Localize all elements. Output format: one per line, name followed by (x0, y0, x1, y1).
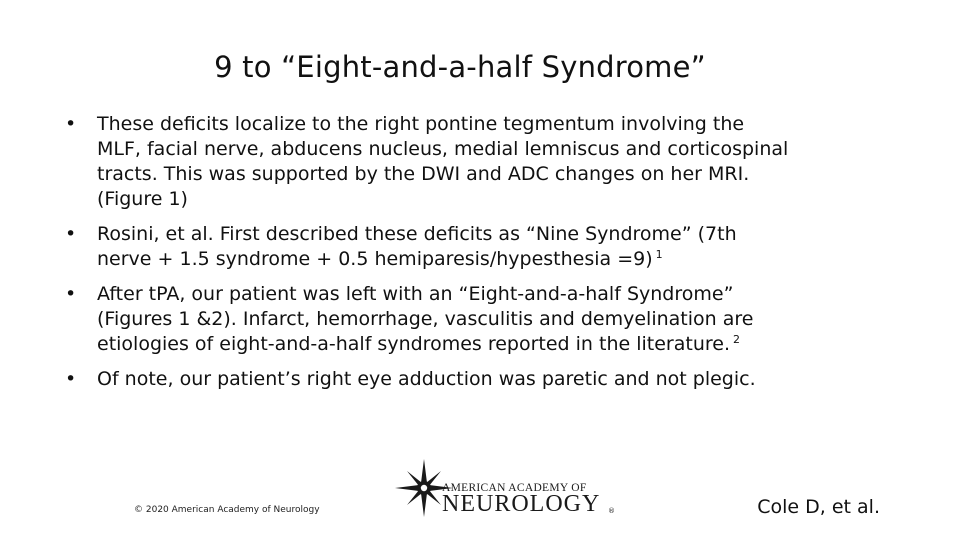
bullet-item (62, 112, 792, 212)
bullet-item (62, 367, 792, 392)
registered-mark: ® (608, 507, 615, 515)
bullet-text: Rosini, et al. First described these deficits as “Nine Syndrome” (7th nerve + 1.5 syndrome + 0.5 hemiparesis/hypesthesia =9) (97, 223, 737, 270)
bullet-item (62, 222, 792, 272)
bullet-text: These deficits localize to the right pontine tegmentum involving the MLF, facial nerve, abducens nucleus, medial lemniscus and corticospinal tracts. This was supported by the DWI and ADC changes on her MRI. (Figure 1) (97, 113, 789, 210)
bullet-text: After tPA, our patient was left with an “Eight-and-a-half Syndrome” (Figures 1 &2). Infarct, hemorrhage, vasculitis and demyelination are etiologies of eight-and-a-half syndromes reported in the literature. (97, 283, 754, 355)
aan-logo (394, 458, 626, 520)
logo-text-top: AMERICAN ACADEMY OF (442, 482, 587, 494)
bullet-marker: • (65, 368, 77, 390)
bullet-marker: • (65, 223, 77, 245)
bullet-list (62, 112, 792, 402)
logo-text-main: NEUROLOGY (442, 491, 601, 517)
bullet-marker: • (65, 283, 77, 305)
citation: Cole D, et al. (757, 496, 880, 518)
reference-superscript: 2 (733, 332, 741, 346)
copyright-notice: © 2020 American Academy of Neurology (134, 505, 320, 515)
bullet-text: Of note, our patient’s right eye adduction was paretic and not plegic. (97, 368, 756, 390)
bullet-item (62, 282, 792, 357)
bullet-marker: • (65, 113, 77, 135)
reference-superscript: 1 (655, 247, 663, 261)
slide-title: 9 to “Eight-and-a-half Syndrome” (214, 50, 706, 84)
